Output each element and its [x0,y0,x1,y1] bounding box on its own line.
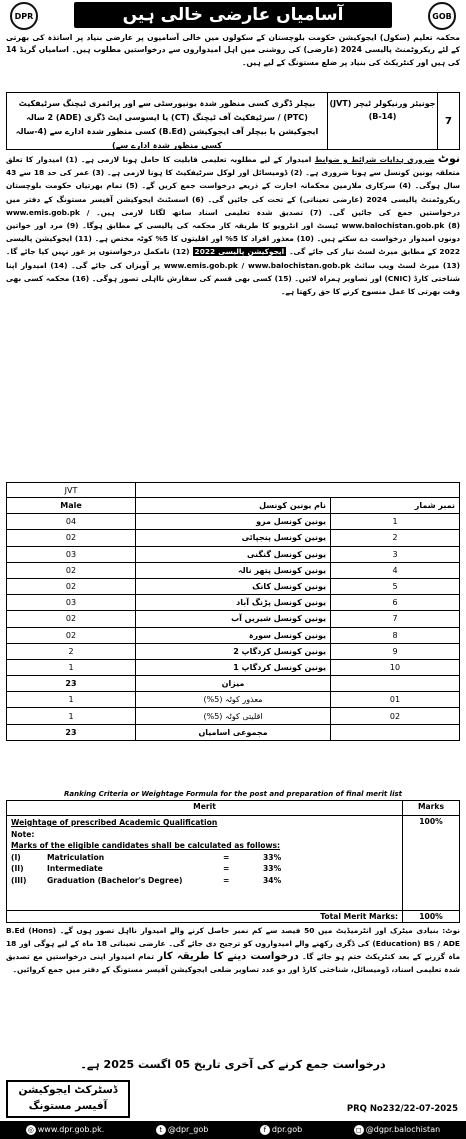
subtotal-blank [331,676,460,692]
note-urls: www.emis.gob.pk / www.balochistan.gob.pk [6,207,445,231]
note-section [6,152,460,298]
union-council-name: یونین کونسل کانک [136,578,331,594]
total-blank [331,724,460,740]
vacancy-row [7,611,460,627]
vacancy-count: 03 [7,546,136,562]
vacancy-row [7,546,460,562]
weightage-marks: 100% [403,816,460,911]
quota-label: معذور کوٹہ (5%) [136,692,331,708]
quota-count: 1 [7,692,136,708]
footer-text-2: تمام امیدوار اپنی درخواستیں مع تصدیق شدہ تعلیمی اسناد، ڈومیسائل، شناختی کارڈ اور دو عدد تصاویر ضلعی ایجوکیشن آفیسر مستونگ کے دفتر میں جمع کروائیں۔ [6,952,460,974]
total-label: مجموعی اسامیاں [136,724,331,740]
union-council-name: یونین کونسل مرو [136,514,331,530]
union-council-name: یونین کونسل گنگنی [136,546,331,562]
ranking-caption: Ranking Criteria or Weightage Formula for the post and preparation of final merit list [63,790,402,798]
merit-total-row [7,911,460,923]
merit-col-header: Merit [7,801,403,816]
merit-items [11,852,398,887]
quota-sno: 02 [331,708,460,724]
vacancy-sno: 3 [331,546,460,562]
vacancy-count: 02 [7,562,136,578]
vacancy-row [7,578,460,594]
vacancy-count: 1 [7,659,136,675]
globe-icon: ◎ [27,1126,34,1134]
vacancy-sno: 9 [331,643,460,659]
quota-row [7,708,460,724]
twitter-link[interactable] [156,1125,209,1135]
note-text-2: (8) ٹیسٹ اور انٹرویو کا طریقہ کار محکمہ کی پالیسی کے مطابق ہوگا۔ (9) مرد اور خواتین دونوں امیدوار درخواست دے سکتے ہیں۔ (10) معذور افراد کا 5% اور اقلیتوں کا 5% کوٹہ مختص ہے۔ (11) ایجوکیشن پالیسی 2022 کے مطابق میرٹ لسٹ تیار کی جائے گی۔ [6,221,460,257]
vacancy-sno: 6 [331,595,460,611]
intro-paragraph: محکمہ تعلیم (سکول) ایجوکیشن حکومت بلوچستان کے سکولوں میں خالی آسامیوں پر عارضی بنیاد پر اساتذہ کی بھرتی کے لئے ریکروٹمنٹ پالیسی 2024 (عارضی) کی روشنی میں اہل امیدواروں سے درخواستیں مطلوب ہیں۔ اسامیاں گریڈ 14 کی ہیں اور کنٹریکٹ کی بنیاد پر ضلع مستونگ کے لیے ہیں۔ [6,33,460,67]
note-label-en: Note: [11,829,35,839]
government-seal-right-icon [428,2,456,30]
note-text-3: (12) نامکمل درخواستوں پر غور نہیں کیا جائے گا۔ (13) میرٹ لسٹ ویب سائٹ www.emis.gob.pk / www.balochistan.gob.pk پر آویزاں کی جائے گی۔ (14) امیدوار اپنا شناختی کارڈ (CNIC) اور تصاویر ہمراہ لائیں۔ (15) کسی بھی قسم کی سفارش نااہلی تصور ہوگی۔ (16) محکمہ کسی بھی وقت بھرتی کا عمل منسوخ کرنے کا حق رکھتا ہے۔ [6,247,460,297]
note-highlight: ایجوکیشن پالیسی 2022 [194,247,285,257]
vacancy-row [7,562,460,578]
vacancy-row [7,659,460,675]
post-table [6,92,460,150]
quota-count: 1 [7,708,136,724]
vacancy-count: 2 [7,643,136,659]
apply-heading: درخواست دینے کا طریقہ کار [157,951,299,962]
vacancy-post-row [7,483,460,498]
merit-item-pct: 33% [263,864,282,874]
merit-item-eq: = [223,852,230,862]
vacancy-sno: 5 [331,578,460,594]
vacancy-sno: 1 [331,514,460,530]
subtotal-value: 23 [7,676,136,692]
vacancy-post-label: JVT [7,483,136,498]
vacancy-post-blank [136,483,460,498]
instagram-icon: ◻ [354,1125,364,1135]
twitter-text: @dpr_gob [167,1125,209,1134]
quota-row [7,692,460,708]
weightage-text: Weightage of prescribed Academic Qualification [11,818,218,827]
vacancy-sno: 8 [331,627,460,643]
merit-item-pct: 34% [263,875,282,885]
signature-line-1: ڈسٹرکٹ ایجوکیشن [18,1084,118,1096]
total-row [7,724,460,740]
calc-text: Marks of the eligible candidates shall be calculated as follows: [11,841,281,851]
footer-section [6,924,460,976]
post-sno: 7 [437,93,459,149]
col-gender: Male [7,498,136,514]
vacancy-sno: 2 [331,530,460,546]
note-text-1: امیدوار کے لیے مطلوبہ تعلیمی قابلیت کا حامل ہونا لازمی ہے۔ (1) امیدوار کا تعلق متعلقہ یونین کونسل سے ہونا ضروری ہے۔ (2) ڈومیسائل اور لوکل سرٹیفکیٹ کا ہونا لازمی ہے۔ (3) عمر کی حد 18 سے 43 سال ہوگی۔ (4) سرکاری ملازمین محکمانہ اجازت کے ذریعے درخواست جمع کریں گے۔ (5) تمام بھرتیاں حکومت بلوچستان ریکروٹمنٹ پالیسی 2024 (عارضی تعیناتی) کے تحت کی جائیں گی۔ (6) اسسٹنٹ ایجوکیشن آفیسر مستونگ کے دفتر میں درخواستیں جمع کی جائیں گی۔ (7) تصدیق شدہ تعلیمی اسناد ساتھ لگانا لازمی ہیں۔ [6,155,461,217]
instagram-text: @dgpr.balochistan [365,1125,441,1134]
merit-item [11,875,398,887]
col-sno: نمبر شمار [331,498,460,514]
vacancy-header-row [7,498,460,514]
vacancy-row [7,595,460,611]
merit-header-row [7,801,460,816]
deadline-text: درخواست جمع کرنے کی آخری تاریخ 05 اگست 2025 ہے۔ [80,1058,386,1071]
merit-item-num: (II) [11,864,24,874]
vacancy-count: 02 [7,530,136,546]
vacancy-count: 02 [7,611,136,627]
post-qualification: بیچلر ڈگری کسی منظور شدہ یونیورسٹی سے اور پرائمری ٹیچنگ سرٹیفکیٹ (PTC) / سرٹیفکیٹ آف ٹیچنگ (CT) یا ایسوسی ایٹ ڈگری (ADE) 2 سالہ ایجوکیشن یا بیچلر آف ایجوکیشن (B.Ed) کسی منظور شدہ ادارے سے (4-سالہ کسی منظور شدہ ادارے سے) [15,99,319,150]
vacancy-table [6,482,460,741]
footer-text-1: نوٹ: بنیادی میٹرک اور انٹرمیڈیٹ میں 50 فیصد سے کم نمبر حاصل کرنے والے امیدوار نااہل تصور ہوں گے۔ (Hons) B.Ed (Education) BS / ADE کی ڈگری رکھنے والے امیدواروں کو ترجیح دی جائے گی۔ عارضی تعیناتی 18 ماہ کے لیے ہوگی اور 18 ماہ گزرنے کے بعد کنٹریکٹ ختم ہو جائے گا۔ [6,926,461,961]
vacancy-row [7,627,460,643]
vacancy-sno: 7 [331,611,460,627]
social-bar [0,1121,466,1139]
merit-item-label: Graduation (Bachelor's Degree) [47,875,183,885]
page-title: آسامیاں عارضی خالی ہیں [74,2,392,28]
union-council-name: یونین کونسل کردگاپ 2 [136,643,331,659]
website-text: www.dpr.gob.pk. [37,1125,105,1134]
merit-table [6,800,460,923]
union-council-name: یونین کونسل سورہ [136,627,331,643]
merit-body [7,816,403,911]
merit-item-label: Matriculation [47,852,105,862]
vacancy-count: 04 [7,514,136,530]
note-label: نوٹ [437,152,460,165]
merit-body-row [7,816,460,911]
facebook-icon: f [260,1125,270,1135]
vacancy-row [7,514,460,530]
vacancy-sno: 4 [331,562,460,578]
vacancy-row [7,530,460,546]
note-heading: ضروری ہدایات شرائط و ضوابط [314,155,435,164]
union-council-name: یونین کونسل کردگاپ 1 [136,659,331,675]
merit-item-label: Intermediate [47,864,103,874]
website-link[interactable] [26,1125,105,1135]
quota-sno: 01 [331,692,460,708]
merit-item [11,863,398,875]
merit-item-eq: = [223,875,230,885]
facebook-text: dpr.gob [271,1125,303,1134]
col-union-council: نام یونین کونسل [136,498,331,514]
vacancy-count: 02 [7,627,136,643]
prq-number: PRQ No232/22-07-2025 [346,1104,458,1114]
union-council-name: یونین کونسل پنجپائی [136,530,331,546]
seal-left-text: DPR [14,11,34,21]
vacancy-row [7,643,460,659]
subtotal-row [7,676,460,692]
merit-item-pct: 33% [263,852,282,862]
merit-item-num: (I) [11,852,21,862]
marks-col-header: Marks [403,801,460,816]
vacancy-count: 03 [7,595,136,611]
header [4,2,462,30]
subtotal-label: میزان [136,676,331,692]
vacancy-count: 02 [7,578,136,594]
signature-line-2: آفیسر مستونگ [28,1100,108,1112]
merit-item-num: (III) [11,875,27,885]
merit-item [11,852,398,864]
total-value: 23 [7,724,136,740]
facebook-link[interactable] [260,1125,302,1135]
instagram-link[interactable] [354,1125,440,1135]
vacancy-sno: 10 [331,659,460,675]
total-merit-value: 100% [403,911,460,923]
twitter-icon: t [156,1125,166,1135]
merit-item-eq: = [223,864,230,874]
post-name: جونیئر ورنیکولر ٹیچر (JVT) (B-14) [327,93,437,149]
government-seal-left-icon [10,2,38,30]
seal-right-text: GOB [432,11,452,21]
union-council-name: یونین کونسل پڑنگ آباد [136,595,331,611]
union-council-name: یونین کونسل پتھر نالہ [136,562,331,578]
quota-label: اقلیتی کوٹہ (5%) [136,708,331,724]
signature-block [6,1080,130,1118]
union-council-name: یونین کونسل شیریں آب [136,611,331,627]
total-merit-label: Total Merit Marks: [7,911,403,923]
